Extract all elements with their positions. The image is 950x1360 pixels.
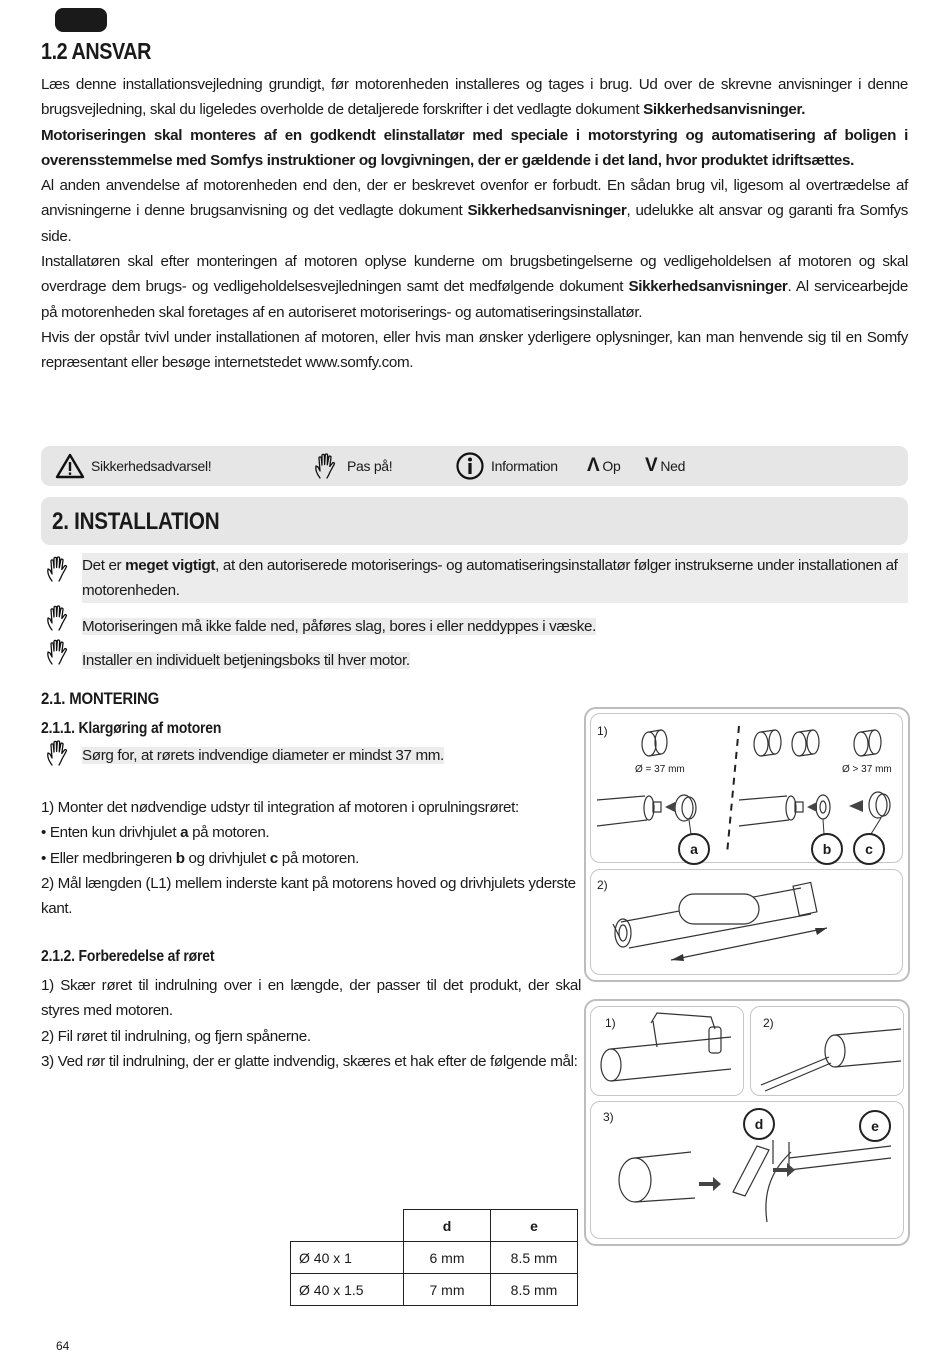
installation-header <box>41 497 908 545</box>
tube-step-1: 1) Skær røret til indrulning over i en længde, der passer til det produkt, der skal styres med motoren. <box>41 977 581 1020</box>
diameter-note <box>41 743 581 768</box>
figure2-panel-2: 2) <box>750 1006 904 1096</box>
note-2-text: Motoriseringen må ikke falde ned, påføres slag, bores i eller neddyppes i væske. <box>82 618 596 635</box>
file-illustration <box>751 1007 903 1095</box>
tube-prep-steps <box>41 973 581 1074</box>
figure2-panel-3: 3) d e <box>590 1101 904 1239</box>
hand-icon <box>311 452 341 480</box>
motor-prep-title: 2.1.1. Klargøring af motoren <box>41 720 222 737</box>
ansvar-body <box>41 72 908 376</box>
ansvar-paragraph-2: Motoriseringen skal monteres af en godkendt elinstallatør med speciale i motorstyring og automatisering af boligen i overensstemmelse med Somfys instruktioner og lovgivningen, der er gældende i det land, hvor produktet idriftsættes. <box>41 126 908 169</box>
legend-down: V Ned <box>645 455 686 476</box>
installation-note-2 <box>41 614 908 639</box>
notch-dimensions-table <box>290 1209 578 1306</box>
tube-prep-figure <box>584 999 910 1246</box>
table-row: Ø 40 x 1 6 mm 8.5 mm <box>291 1242 578 1274</box>
hand-icon <box>43 604 73 632</box>
installation-note-1 <box>41 553 908 603</box>
bullet-1: • Enten kun drivhjulet a på motoren. <box>41 824 270 842</box>
info-icon <box>455 451 485 481</box>
section-title-ansvar: 1.2 ANSVAR <box>41 38 152 64</box>
badge-d: d <box>743 1108 775 1140</box>
badge-c: c <box>853 833 885 865</box>
caption-diameter-greater: Ø > 37 mm <box>842 764 892 775</box>
note-1-text: Det er meget vigtigt, at den autoriserede motoriserings- og automatiseringsinstallatør følger instrukserne under installationen af motorenheden. <box>82 553 908 603</box>
page-number: 64 <box>56 1339 70 1353</box>
installation-title: 2. INSTALLATION <box>52 508 220 535</box>
ansvar-paragraph-1: Læs denne installationsvejledning grundigt, før motorenheden installeres og tages i brug. Ud over de skrevne anvisninger i denne brugsvejledning, skal du ligeledes overholde de detaljerede forskrifter i det vedlagte dokument Sikkerhedsanvisninger. <box>41 76 908 119</box>
hand-icon <box>43 739 73 767</box>
hand-icon <box>43 555 73 583</box>
table-header-row <box>291 1210 578 1242</box>
step-2: 2) Mål længden (L1) mellem inderste kant på motorens hoved og drivhjulets yderste kant. <box>41 874 576 918</box>
table-row: Ø 40 x 1.5 7 mm 8.5 mm <box>291 1274 578 1306</box>
step-1: 1) Monter det nødvendige udstyr til integration af motoren i oprulningsrøret: <box>41 799 519 816</box>
legend-information: Information <box>455 446 558 486</box>
figure2-panel-1: 1) <box>590 1006 744 1096</box>
tube-prep-title: 2.1.2. Forberedelse af røret <box>41 948 215 965</box>
motor-prep-figure <box>584 707 910 982</box>
ansvar-paragraph-4: Installatøren skal efter monteringen af motoren oplyse kunderne om brugsbetingelserne og vedligeholdelsen af motoren og skal overdrage dem brugs- og vedligeholdelsesvejledningen samt det medfølgende dokument Sikkerhedsanvisninger. Al servicearbejde på motorenheden skal foretages af en autoriseret motoriserings- og automatiseringsinstallatør. <box>41 253 908 321</box>
bullet-2: • Eller medbringeren b og drivhjulet c på motoren. <box>41 849 359 867</box>
badge-e: e <box>859 1110 891 1142</box>
figure1-panel-2: 2) <box>590 869 903 975</box>
legend-up: Λ Op <box>587 455 621 476</box>
installation-note-3 <box>41 648 908 673</box>
mounting-title: 2.1. MONTERING <box>41 689 160 708</box>
diameter-note-text: Sørg for, at rørets indvendige diameter er mindst 37 mm. <box>82 747 444 764</box>
language-tab <box>55 8 107 32</box>
tube-step-2: 2) Fil røret til indrulning, og fjern spånerne. <box>41 1027 311 1045</box>
badge-a: a <box>678 833 710 865</box>
caption-diameter-equal: Ø = 37 mm <box>635 764 685 775</box>
hand-icon <box>43 638 73 666</box>
ansvar-paragraph-5: Hvis der opstår tvivl under installationen af motoren, eller hvis man ønsker yderligere oplysninger, kan man henvende sig til en Somfy repræsentant eller besøge internetstedet www.somfy.com. <box>41 328 908 372</box>
up-arrow-icon: Λ <box>587 455 600 476</box>
figure1-panel-1: 1) Ø = 37 mm Ø > 37 mm a b c <box>590 713 903 863</box>
tube-step-3: 3) Ved rør til indrulning, der er glatte indvendig, skæres et hak efter de følgende mål: <box>41 1052 578 1070</box>
table-corner-cell <box>291 1210 404 1242</box>
down-arrow-icon: V <box>645 455 658 476</box>
warning-triangle-icon <box>55 452 85 480</box>
note-3-text: Installer en individuelt betjeningsboks til hver motor. <box>82 652 410 669</box>
legend-caution: Pas på! <box>311 446 392 486</box>
table-header-d: d <box>404 1210 491 1242</box>
motor-length-illustration <box>591 870 902 974</box>
table-header-e: e <box>491 1210 578 1242</box>
badge-b: b <box>811 833 843 865</box>
motor-prep-steps <box>41 795 581 921</box>
saw-illustration <box>591 1007 743 1095</box>
ansvar-paragraph-3: Al anden anvendelse af motorenheden end den, der er beskrevet ovenfor er forbudt. En sådan brug vil, ligesom al overtrædelse af anvisningerne i denne brugsanvisning og det vedlagte dokument Sikkerhedsanvisninger, udelukke alt ansvar og garanti fra Somfys side. <box>41 177 908 245</box>
legend-safety: Sikkerhedsadvarsel! <box>55 446 211 486</box>
symbol-legend <box>41 446 908 486</box>
